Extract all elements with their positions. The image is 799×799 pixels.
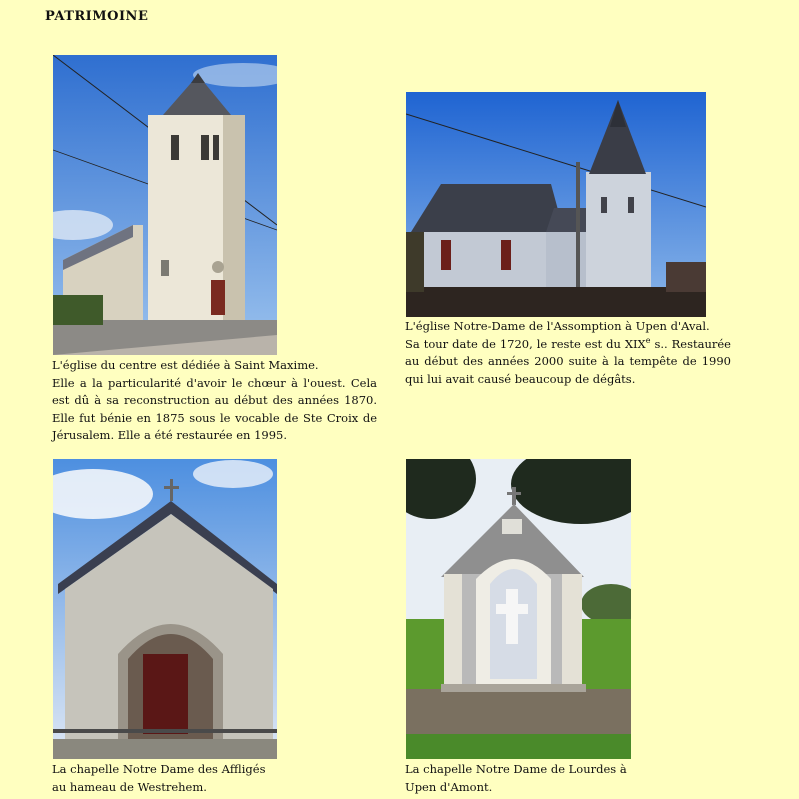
caption-line: L'église Notre-Dame de l'Assomption à Upen d'Aval.: [405, 319, 710, 333]
caption-eglise-saint-maxime: [52, 357, 377, 445]
caption-chapelle-notre-dame-des-affliges: [52, 761, 377, 796]
caption-paragraph: Elle a la particularité d'avoir le chœur à l'ouest. Cela est dû à sa reconstruction au début des années 1870. Elle fut bénie en 1875 sous le vocable de Ste Croix de Jérusalem. Elle a été restaurée en 1995.: [52, 375, 377, 442]
caption-text: Sa tour date de 1720, le reste est du XIX: [405, 336, 646, 351]
photo-chapelle-notre-dame-de-lourdes: [406, 459, 631, 759]
caption-line: L'église du centre est dédiée à Saint Maxime.: [52, 358, 319, 372]
caption-line: Upen d'Amont.: [405, 779, 493, 794]
caption-line: La chapelle Notre Dame de Lourdes à: [405, 762, 627, 776]
caption-paragraph: [405, 336, 731, 389]
photo-chapelle-notre-dame-des-affliges: [53, 459, 277, 759]
page-title: PATRIMOINE: [45, 9, 149, 24]
caption-line: au hameau de Westrehem.: [52, 779, 207, 794]
caption-eglise-notre-dame-assomption: [405, 318, 731, 388]
caption-line: La chapelle Notre Dame des Affligés: [52, 762, 266, 776]
caption-superscript: e: [645, 335, 651, 345]
photo-eglise-notre-dame-assomption: [406, 92, 706, 317]
photo-eglise-saint-maxime: [53, 55, 277, 355]
caption-text: s.. Restaurée au début des années 2000 suite à la tempête de 1990 qui lui avait causé beaucoup de dégâts.: [405, 336, 731, 386]
caption-chapelle-notre-dame-de-lourdes: [405, 761, 731, 796]
